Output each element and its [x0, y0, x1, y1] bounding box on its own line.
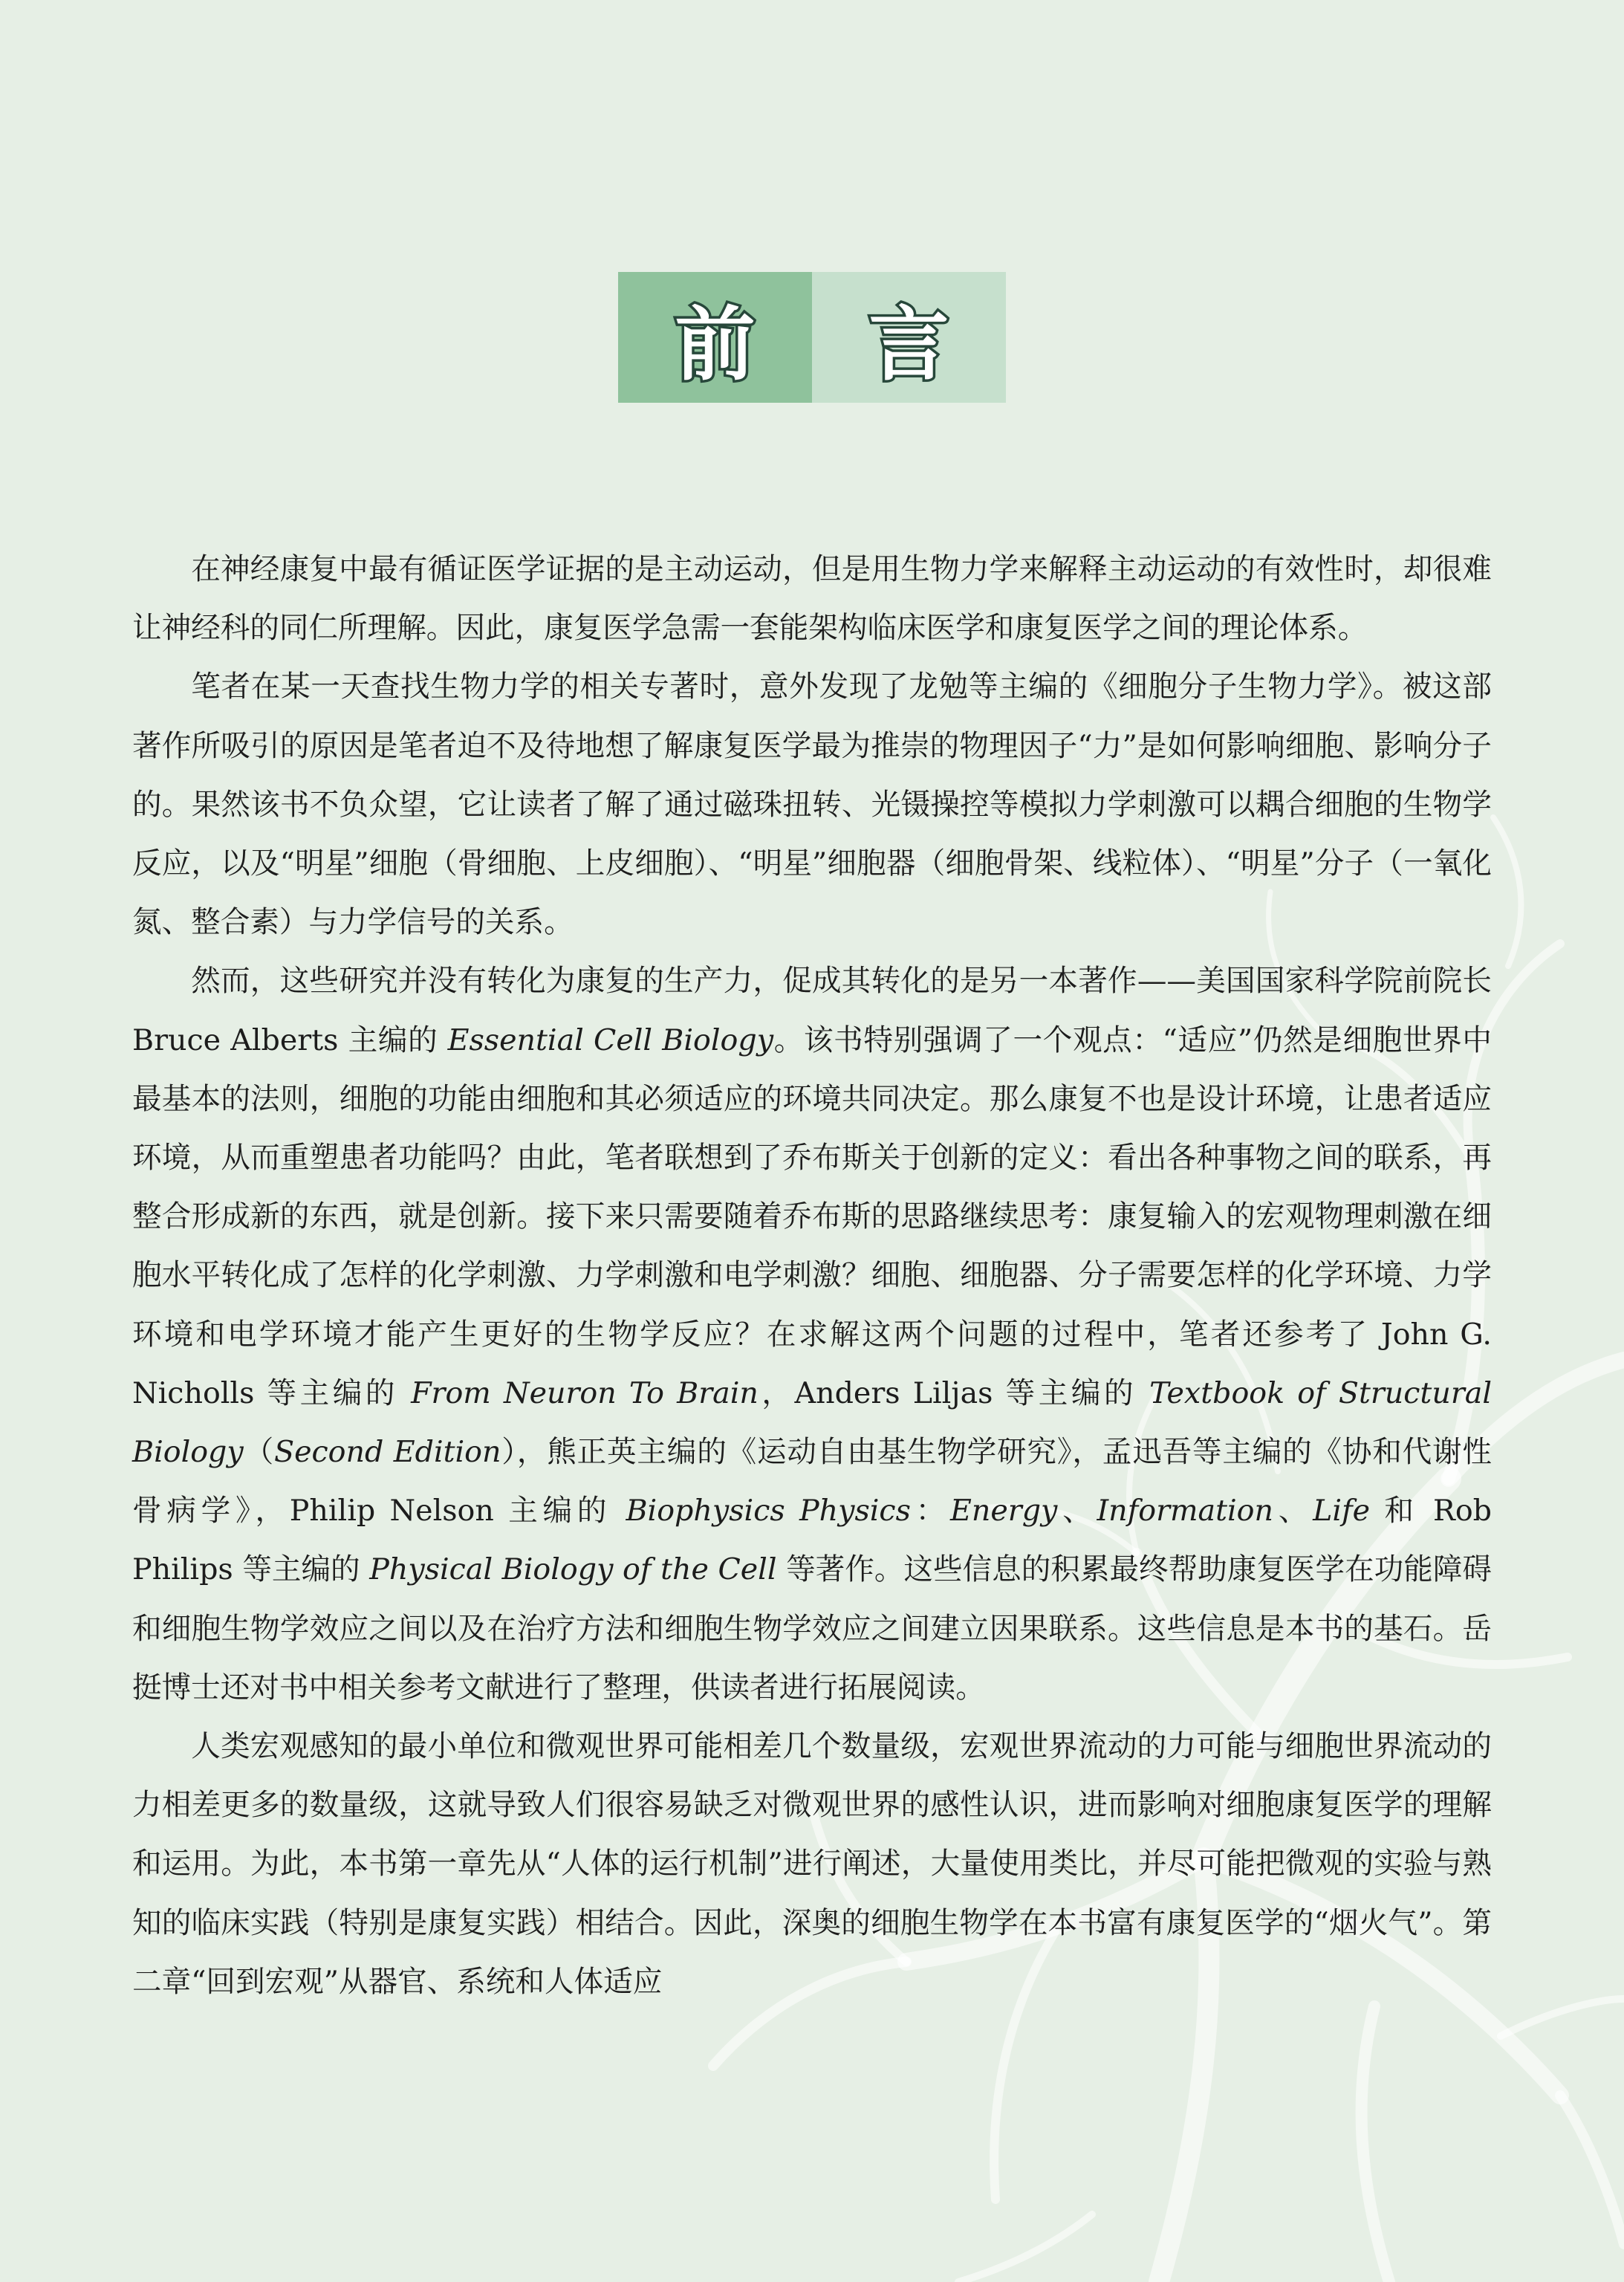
book-title-italic: Biophysics Physics: [626, 1494, 911, 1529]
text-run: 等著作。这些信息的积累最终帮助康复医学在功能障碍和细胞生物学效应之间以及在治疗方法和细胞生物学效应之间建立因果联系。这些信息是本书的基石。岳挺博士还对书中相关参考文献进行了整理，供读者进行拓展阅读。: [132, 1552, 1492, 1705]
book-title-italic: From Neuron To Brain: [411, 1375, 759, 1410]
book-title-italic: Life: [1313, 1494, 1371, 1529]
body-paragraph: [132, 1717, 1492, 2012]
text-run: ），熊正英主编的《运动自由基生物学研究》，孟迅吾等主编的《协和代谢性骨病学》，Philip Nelson 主编的: [132, 1435, 1492, 1529]
text-run: ：: [910, 1494, 950, 1529]
text-run: 在神经康复中最有循证医学证据的是主动运动，但是用生物力学来解释主动运动的有效性时，却很难让神经科的同仁所理解。因此，康复医学急需一套能架构临床医学和康复医学之间的理论体系。: [132, 552, 1492, 646]
book-title-italic: Physical Biology of the Cell: [369, 1552, 777, 1587]
text-run: 人类宏观感知的最小单位和微观世界可能相差几个数量级，宏观世界流动的力可能与细胞世界流动的力相差更多的数量级，这就导致人们很容易缺乏对微观世界的感性认识，进而影响对细胞康复医学的理解和运用。为此，本书第一章先从“人体的运行机制”进行阐述，大量使用类比，并尽可能把微观的实验与熟知的临床实践（特别是康复实践）相结合。因此，深奥的细胞生物学在本书富有康复医学的“烟火气”。第二章“回到宏观”从器官、系统和人体适应: [132, 1729, 1492, 1999]
preface-body: [132, 540, 1492, 2012]
book-title-italic: Information: [1097, 1494, 1273, 1529]
text-run: 、: [1057, 1494, 1097, 1529]
title-left-box: [618, 272, 812, 403]
book-title-italic: Energy: [949, 1494, 1058, 1529]
title-right-box: [812, 272, 1006, 403]
text-run: （: [243, 1435, 274, 1470]
preface-title: [618, 272, 1006, 403]
body-paragraph: [132, 952, 1492, 1717]
body-paragraph: [132, 540, 1492, 658]
text-run: 笔者在某一天查找生物力学的相关专著时，意外发现了龙勉等主编的《细胞分子生物力学》。被这部著作所吸引的原因是笔者迫不及待地想了解康复医学最为推崇的物理因子“力”是如何影响细胞、影响分子的。果然该书不负众望，它让读者了解了通过磁珠扭转、光镊操控等模拟力学刺激可以耦合细胞的生物学反应，以及“明星”细胞（骨细胞、上皮细胞）、“明星”细胞器（细胞骨架、线粒体）、“明星”分子（一氧化氮、整合素）与力学信号的关系。: [132, 670, 1492, 940]
title-char-1: 前: [675, 298, 756, 392]
text-run: 、: [1273, 1494, 1313, 1529]
title-char-2: 言: [868, 298, 949, 392]
book-title-italic: Essential Cell Biology: [447, 1022, 774, 1057]
book-title-italic: Textbook of Structural Biology: [132, 1375, 1492, 1470]
text-run: 和 Rob Philips 等主编的: [132, 1494, 1492, 1587]
text-run: 。该书特别强调了一个观点：“适应”仍然是细胞世界中最基本的法则，细胞的功能由细胞和其必须适应的环境共同决定。那么康复不也是设计环境，让患者适应环境，从而重塑患者功能吗？由此，笔者联想到了乔布斯关于创新的定义：看出各种事物之间的联系，再整合形成新的东西，就是创新。接下来只需要随着乔布斯的思路继续思考：康复输入的宏观物理刺激在细胞水平转化成了怎样的化学刺激、力学刺激和电学刺激？细胞、细胞器、分子需要怎样的化学环境、力学环境和电学环境才能产生更好的生物学反应？在求解这两个问题的过程中，笔者还参考了 John G. Nicholls 等主编的: [132, 1022, 1492, 1410]
book-title-italic: Second Edition: [273, 1435, 501, 1470]
text-run: 然而，这些研究并没有转化为康复的生产力，促成其转化的是另一本著作——美国国家科学院前院长 Bruce Alberts 主编的: [132, 964, 1492, 1057]
body-paragraph: [132, 658, 1492, 952]
text-run: ，Anders Liljas 等主编的: [758, 1375, 1150, 1410]
